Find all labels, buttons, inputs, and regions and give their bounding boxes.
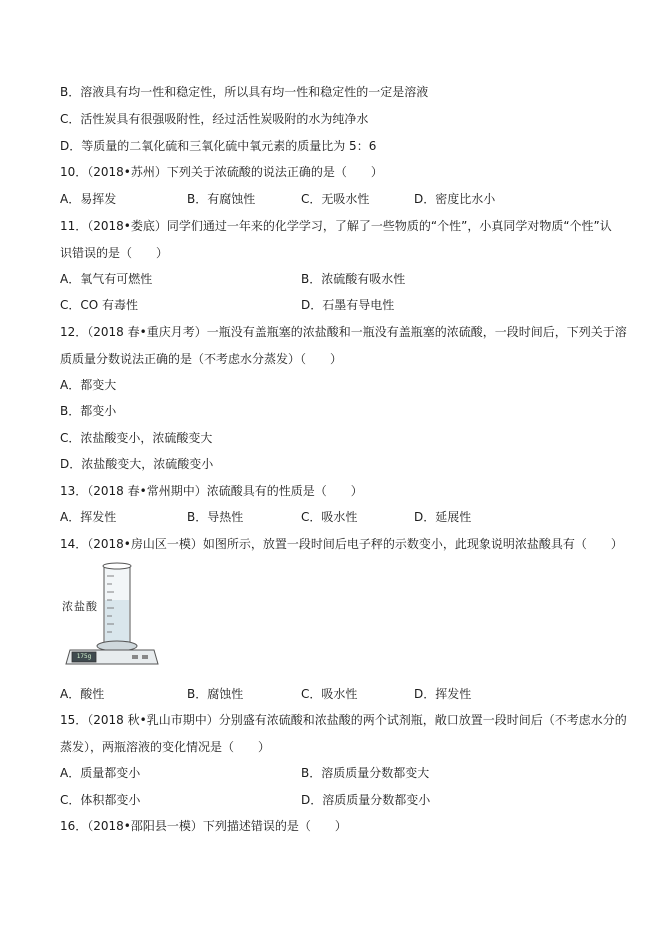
q12-option-b: B．都变小: [60, 404, 117, 418]
cylinder-on-scale-figure: [62, 560, 162, 670]
scale-display-reading: 175g: [76, 653, 92, 660]
q14-option-c: C．吸水性: [301, 687, 358, 701]
q10-option-a: A．易挥发: [60, 192, 117, 206]
q9-option-b: B．溶液具有均一性和稳定性，所以具有均一性和稳定性的一定是溶液: [60, 85, 429, 99]
q11-option-b: B．浓硫酸有吸水性: [301, 272, 406, 286]
q11-stem-line1: 11．（2018•娄底）同学们通过一年来的化学学习，了解了一些物质的“个性”，小真同学对物质“个性”认: [60, 219, 612, 233]
q13-stem: 13．（2018 春•常州期中）浓硫酸具有的性质是（ ）: [60, 484, 363, 498]
q13-option-d: D．延展性: [414, 510, 472, 524]
q14-option-d: D．挥发性: [414, 687, 472, 701]
q10-option-d: D．密度比水小: [414, 192, 496, 206]
figure-label: 浓盐酸: [62, 600, 98, 613]
q15-option-b: B．溶质质量分数都变大: [301, 766, 430, 780]
q14-option-b: B．腐蚀性: [187, 687, 244, 701]
q13-option-b: B．导热性: [187, 510, 244, 524]
q9-option-c: C．活性炭具有很强吸附性，经过活性炭吸附的水为纯净水: [60, 112, 369, 126]
q11-stem-line2: 识错误的是（ ）: [60, 246, 169, 260]
q10-stem: 10．（2018•苏州）下列关于浓硫酸的说法正确的是（ ）: [60, 165, 383, 179]
q15-stem-line1: 15．（2018 秋•乳山市期中）分别盛有浓硫酸和浓盐酸的两个试剂瓶，敞口放置一段时间后（不考虑水分的: [60, 713, 627, 727]
q12-option-d: D．浓盐酸变大，浓硫酸变小: [60, 457, 214, 471]
q14-option-a: A．酸性: [60, 687, 105, 701]
q10-option-c: C．无吸水性: [301, 192, 370, 206]
q15-option-d: D．溶质质量分数都变小: [301, 793, 431, 807]
q12-option-a: A．都变大: [60, 378, 117, 392]
q11-option-d: D．石墨有导电性: [301, 298, 395, 312]
q16-stem: 16．（2018•邵阳县一模）下列描述错误的是（ ）: [60, 819, 347, 833]
q14-stem: 14．（2018•房山区一模）如图所示，放置一段时间后电子秤的示数变小，此现象说明浓盐酸具有（ ）: [60, 537, 623, 551]
q15-stem-line2: 蒸发），两瓶溶液的变化情况是（ ）: [60, 740, 271, 754]
q9-option-d: D．等质量的二氧化硫和三氧化硫中氧元素的质量比为 5：6: [60, 139, 377, 153]
q11-option-a: A．氧气有可燃性: [60, 272, 153, 286]
q15-option-a: A．质量都变小: [60, 766, 141, 780]
q12-option-c: C．浓盐酸变小，浓硫酸变大: [60, 431, 213, 445]
q12-stem-line2: 质质量分数说法正确的是（不考虑水分蒸发）（ ）: [60, 352, 343, 366]
q11-option-c: C．CO 有毒性: [60, 298, 139, 312]
q10-option-b: B．有腐蚀性: [187, 192, 256, 206]
q13-option-c: C．吸水性: [301, 510, 358, 524]
q15-option-c: C．体积都变小: [60, 793, 141, 807]
q13-option-a: A．挥发性: [60, 510, 117, 524]
q12-stem-line1: 12．（2018 春•重庆月考）一瓶没有盖瓶塞的浓盐酸和一瓶没有盖瓶塞的浓硫酸，一段时间后，下列关于溶: [60, 325, 627, 339]
